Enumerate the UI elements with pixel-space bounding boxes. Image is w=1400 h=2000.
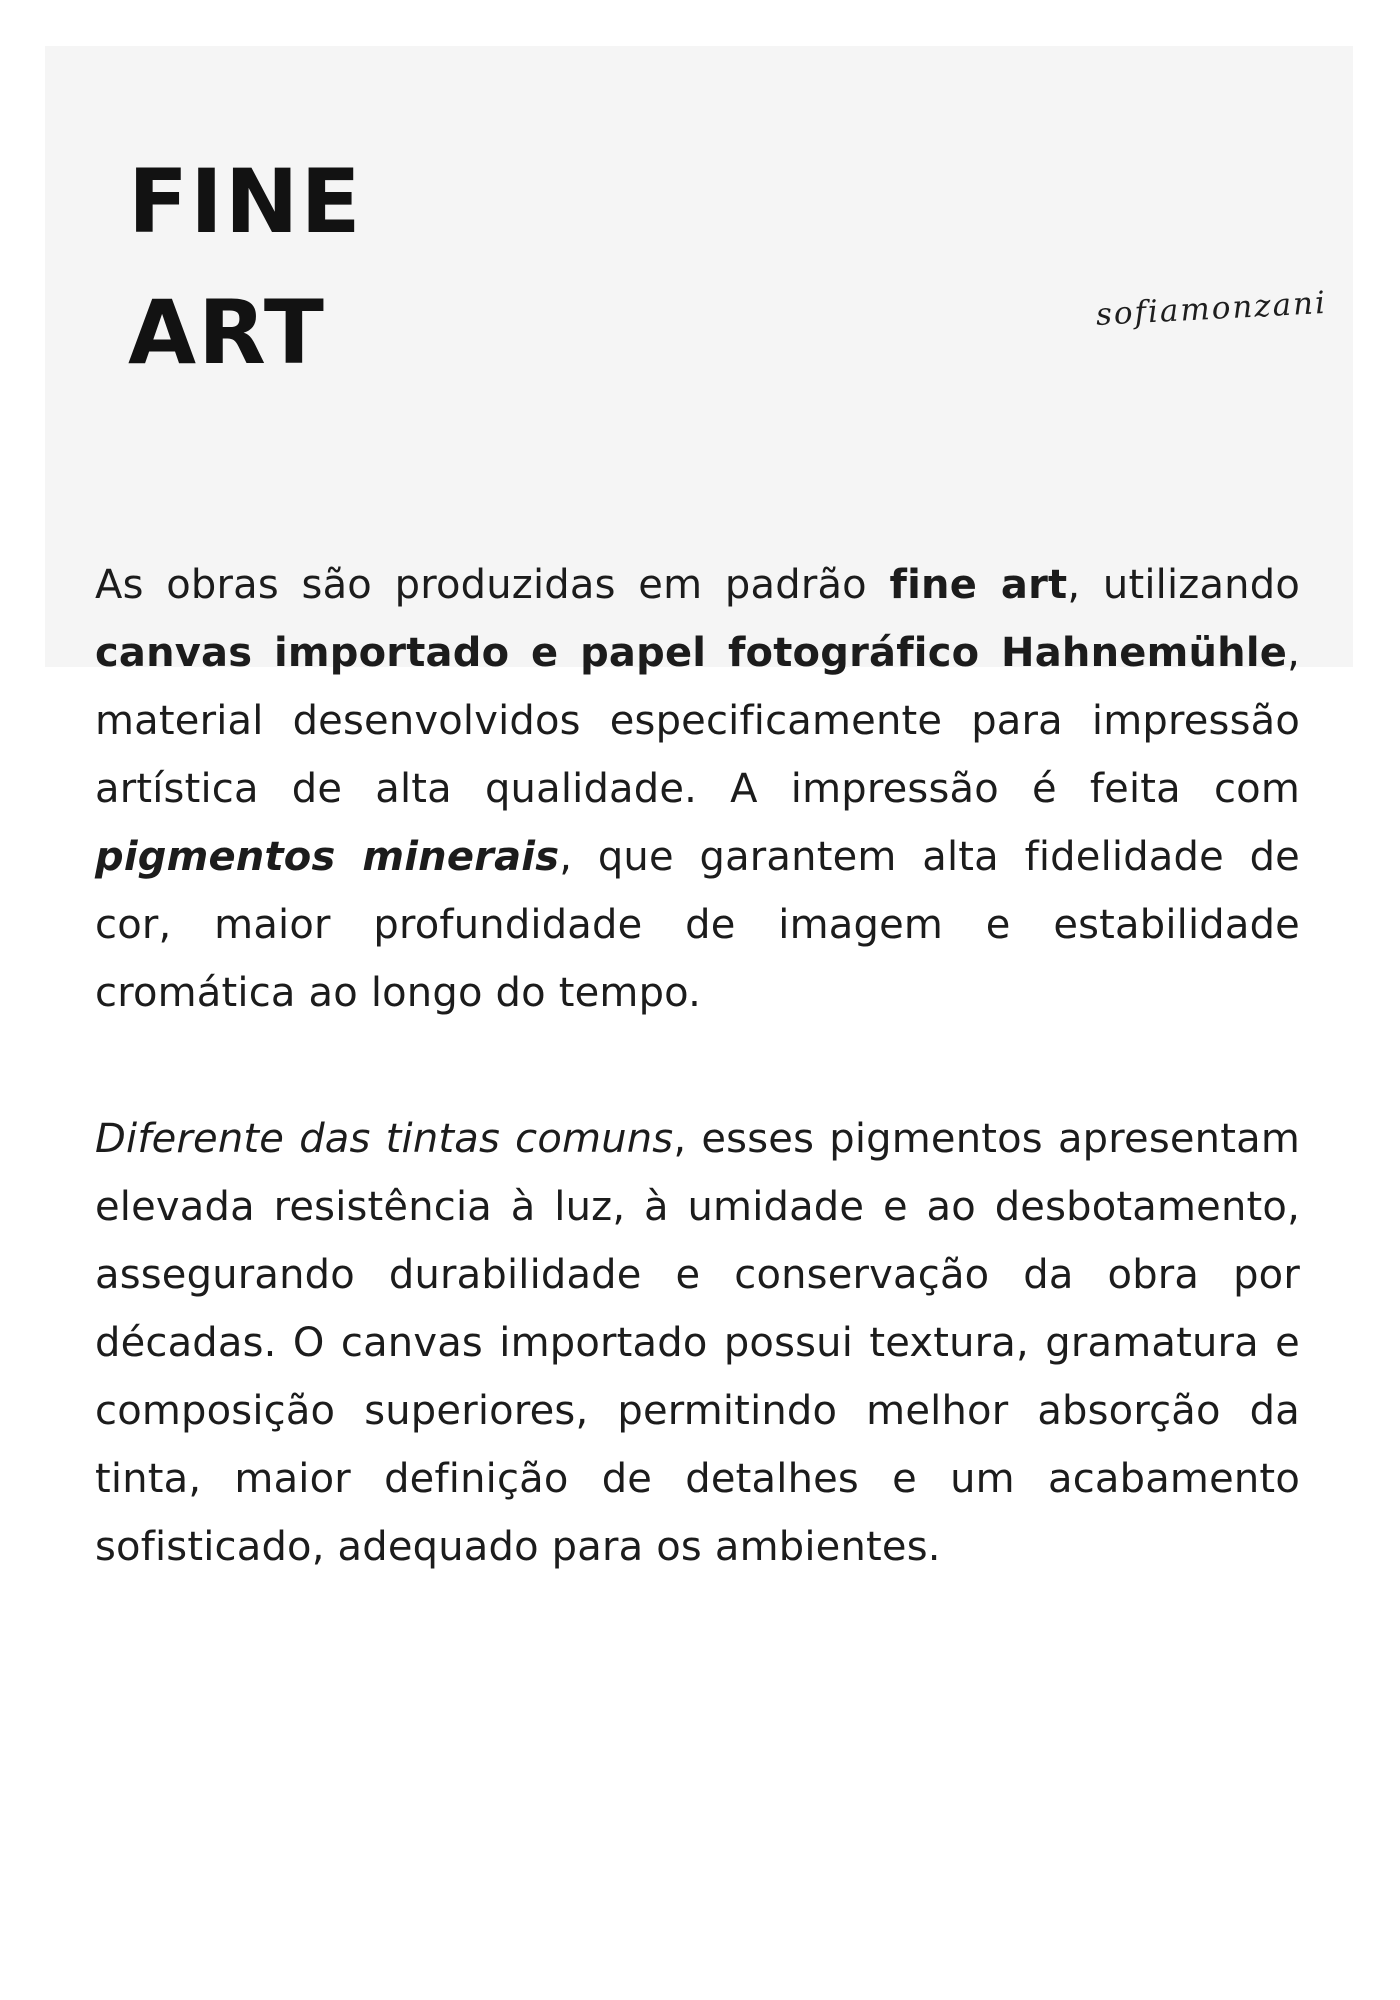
text-segment: As obras são produzidas em padrão [95, 562, 890, 608]
text-segment: , material desenvolvidos especificamente para impressão artística de alta qualidade. A impressão é feita com [95, 630, 1300, 812]
page-title [128, 136, 363, 398]
text-segment: , esses pigmentos apresentam elevada resistência à luz, à umidade e ao desbotamento, assegurando durabilidade e conservação da obra por décadas. O canvas importado possui textura, gramatura e composição superiores, permitindo melhor absorção da tinta, maior definição de detalhes e um acabamento sofisticado, adequado para os ambientes. [95, 1116, 1300, 1570]
text-segment: , utilizando [1067, 562, 1300, 608]
paragraph-pigment-durability [95, 1105, 1300, 1581]
text-segment-bold: canvas importado e papel fotográfico Hahnemühle [95, 630, 1288, 676]
text-segment-bold: fine art [889, 562, 1068, 608]
brand-signature: sofiamonzani [1095, 284, 1328, 333]
paragraph-fine-art-materials [95, 551, 1300, 1027]
text-segment-bold-italic: pigmentos minerais [95, 834, 560, 880]
text-segment-italic: Diferente das tintas comuns [95, 1116, 674, 1162]
page-title-line-2: ART [128, 281, 326, 384]
text-segment: , que garantem alta fidelidade de cor, maior profundidade de imagem e estabilidade cromática ao longo do tempo. [95, 834, 1300, 1016]
body-text [95, 551, 1300, 1581]
page-title-line-1: FINE [128, 150, 363, 253]
